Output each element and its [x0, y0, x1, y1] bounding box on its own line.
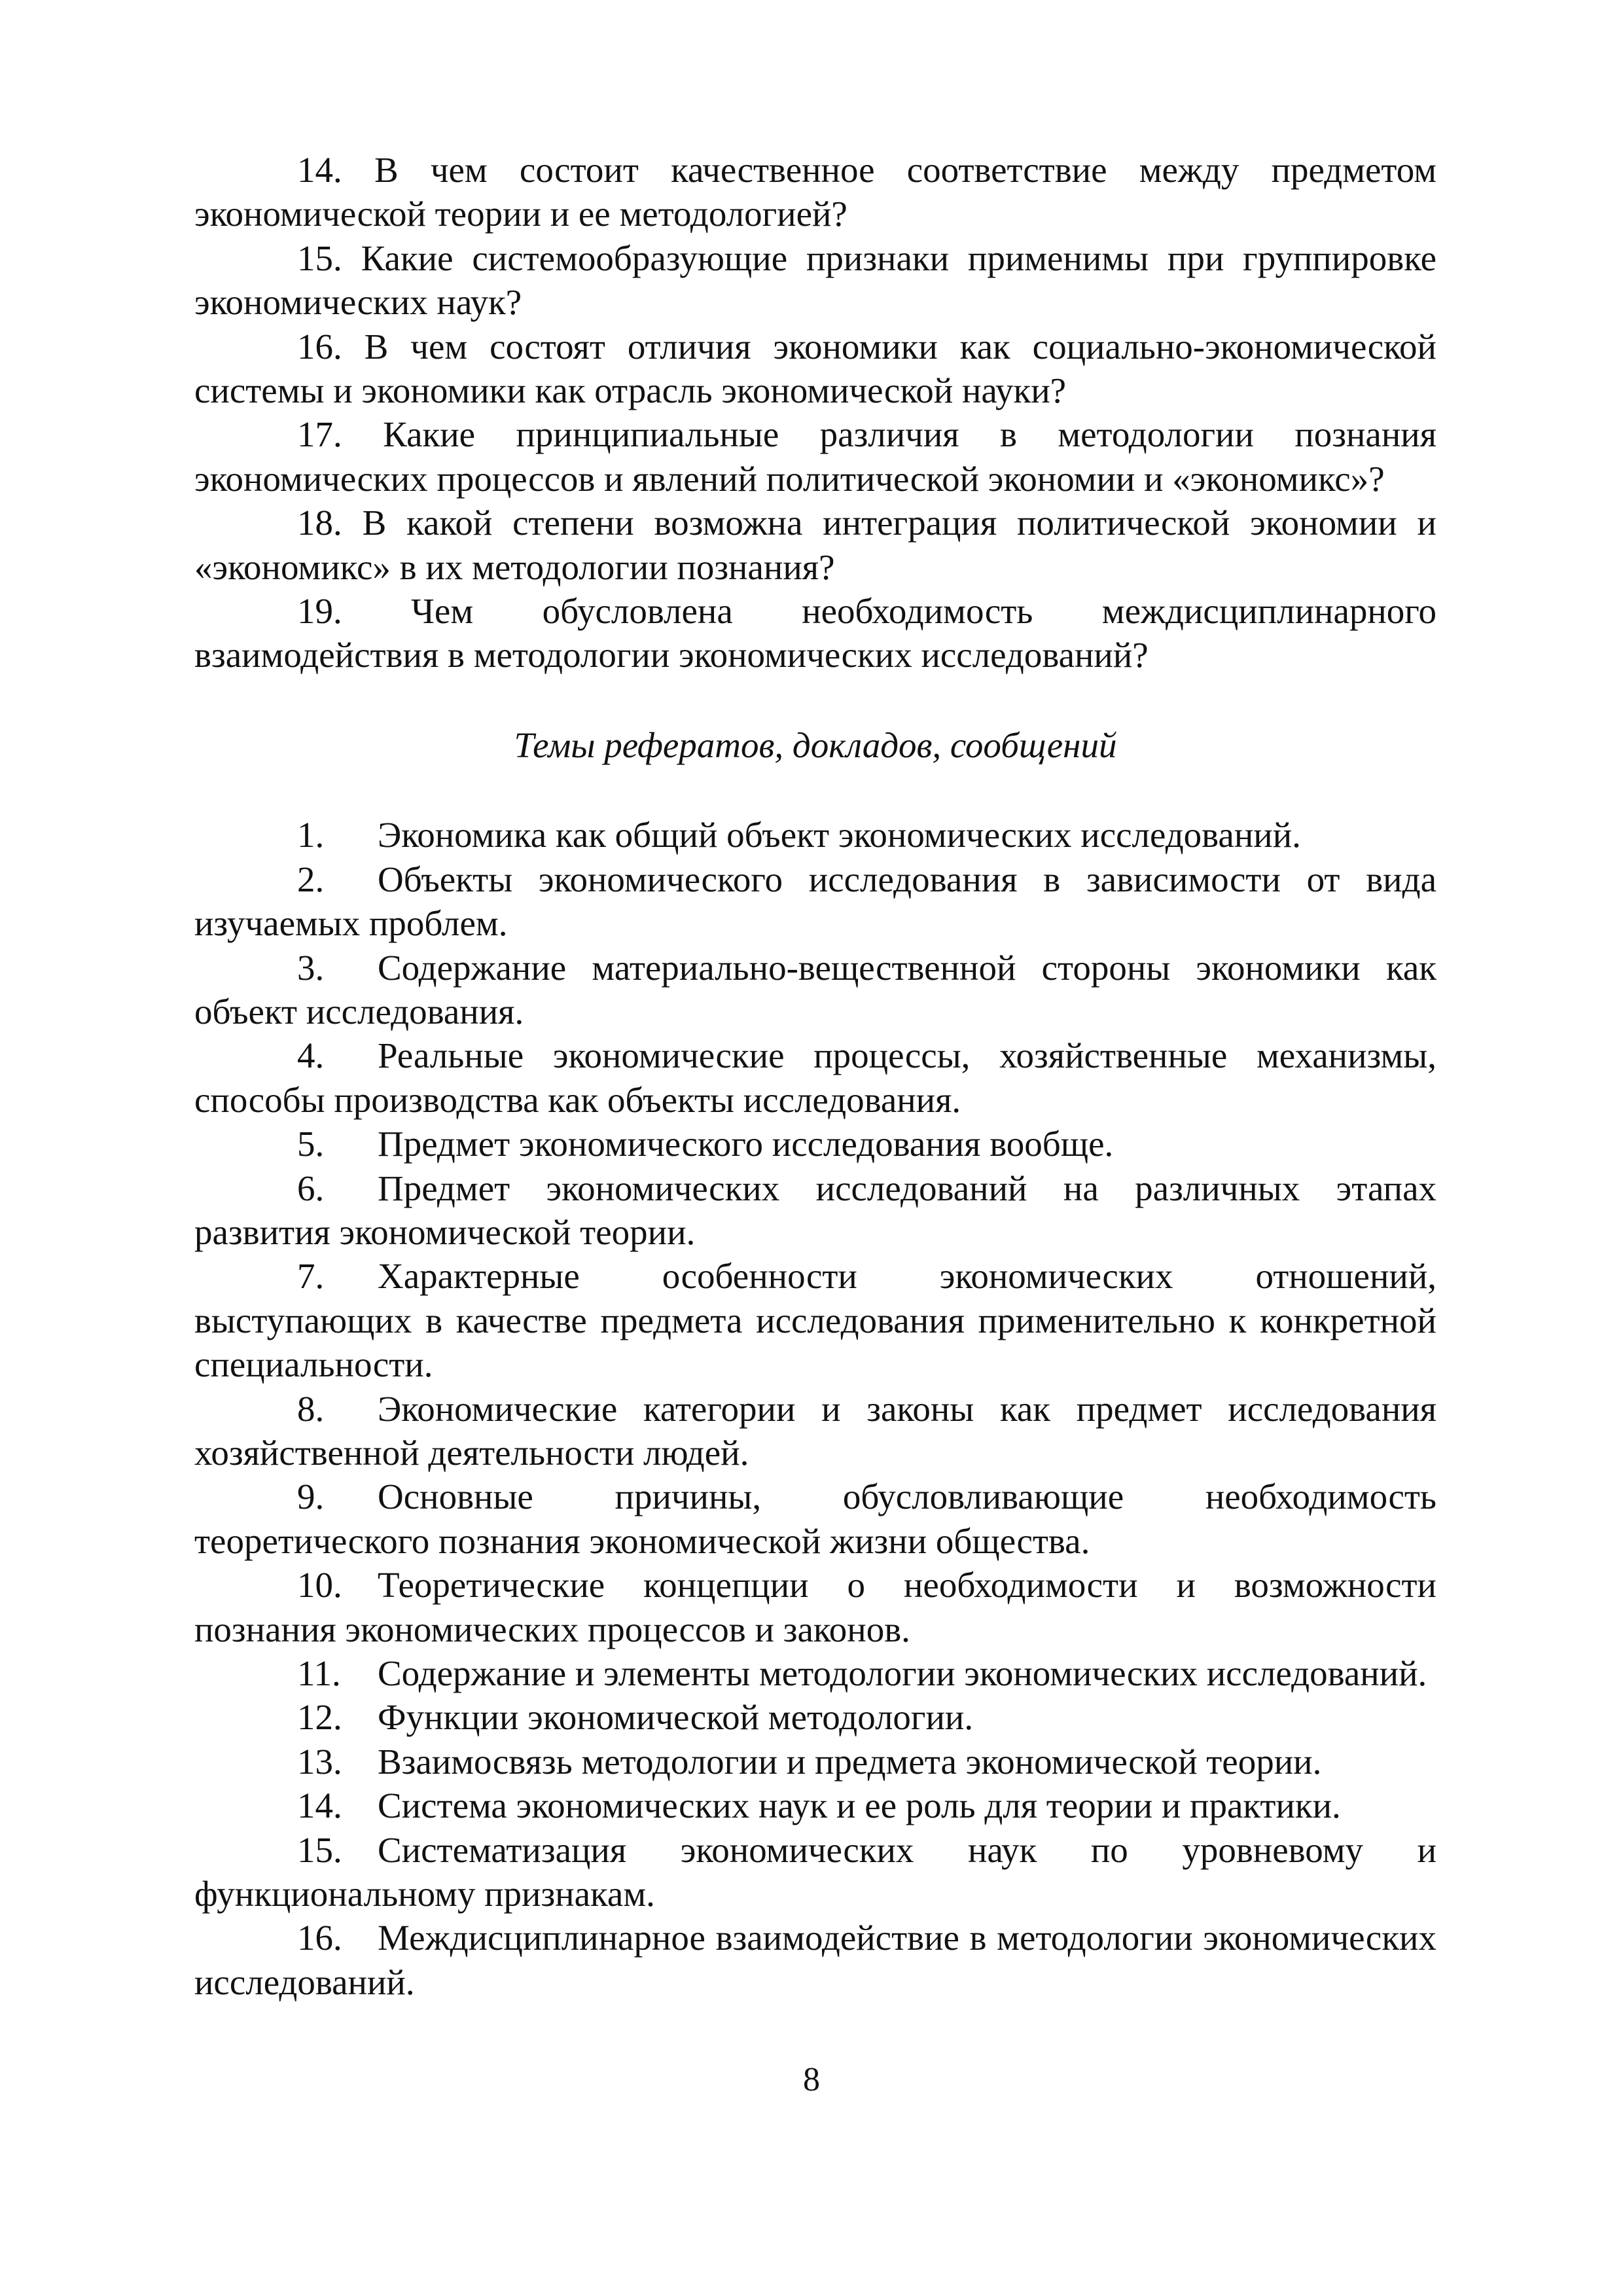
topic-number: 7. [297, 1256, 325, 1297]
topic-text: Содержание и элементы методологии экономических исследований. [378, 1653, 1427, 1693]
topic-number: 11. [297, 1653, 341, 1693]
question-18: 18. В какой степени возможна интеграция политической экономии и «экономикс» в их методологии познания? [194, 503, 1436, 587]
topic-item [194, 1784, 1436, 1827]
topic-item [194, 1122, 1436, 1166]
topic-text: Междисциплинарное взаимодействие в методологии экономических исследований. [194, 1918, 1436, 2002]
topic-item [194, 1387, 1436, 1475]
page-content [194, 148, 1436, 2004]
topic-item [194, 1651, 1436, 1695]
topic-item [194, 1563, 1436, 1651]
topic-number: 8. [297, 1388, 325, 1429]
topic-number: 2. [297, 859, 325, 899]
topic-number: 9. [297, 1477, 325, 1517]
topic-text: Функции экономической методологии. [378, 1697, 974, 1738]
question-15: 15. Какие системообразующие признаки применимы при группировке экономических наук? [194, 238, 1436, 323]
topic-item [194, 1828, 1436, 1916]
topic-number: 3. [297, 947, 325, 988]
topic-text: Экономические категории и законы как предмет исследования хозяйственной деятельности людей. [194, 1388, 1436, 1473]
topic-number: 4. [297, 1035, 325, 1076]
question-16: 16. В чем состоят отличия экономики как социально-экономической системы и экономики как отрасль экономической науки? [194, 326, 1436, 411]
page-number: 8 [803, 2061, 820, 2098]
topic-item [194, 1916, 1436, 2004]
topic-number: 6. [297, 1168, 325, 1208]
topic-text: Содержание материально-вещественной стороны экономики как объект исследования. [194, 947, 1436, 1031]
topic-text: Экономика как общий объект экономических исследований. [378, 815, 1301, 855]
topic-text: Предмет экономических исследований на различных этапах развития экономической теории. [194, 1168, 1436, 1252]
topics-heading: Темы рефератов, докладов, сообщений [514, 725, 1117, 765]
topic-text: Предмет экономического исследования вообще. [378, 1124, 1114, 1164]
topic-item [194, 1166, 1436, 1255]
topic-text: Теоретические концепции о необходимости и возможности познания экономических процессов и законов. [194, 1565, 1436, 1649]
topic-number: 12. [297, 1697, 342, 1738]
topic-number: 16. [297, 1918, 342, 1958]
topic-item [194, 1033, 1436, 1122]
topic-number: 10. [297, 1565, 342, 1605]
topic-item [194, 946, 1436, 1034]
topic-text: Систематизация экономических наук по уровневому и функциональному признакам. [194, 1829, 1436, 1914]
question-17: 17. Какие принципиальные различия в методологии познания экономических процессов и явлений политической экономии и «экономикс»? [194, 414, 1436, 499]
question-14: 14. В чем состоит качественное соответствие между предметом экономической теории и ее методологией? [194, 150, 1436, 234]
topic-item [194, 1254, 1436, 1386]
topic-item [194, 1695, 1436, 1739]
topic-item [194, 857, 1436, 946]
topic-item [194, 1475, 1436, 1563]
topic-text: Характерные особенности экономических отношений, выступающих в качестве предмета исследования применительно к конкретной специальности. [194, 1256, 1436, 1385]
topic-text: Реальные экономические процессы, хозяйственные механизмы, способы производства как объекты исследования. [194, 1035, 1436, 1120]
topic-number: 14. [297, 1785, 342, 1826]
topic-item [194, 813, 1436, 857]
topic-number: 13. [297, 1741, 342, 1782]
topic-text: Основные причины, обусловливающие необходимость теоретического познания экономической жизни общества. [194, 1477, 1436, 1561]
topic-text: Объекты экономического исследования в зависимости от вида изучаемых проблем. [194, 859, 1436, 944]
topic-text: Взаимосвязь методологии и предмета экономической теории. [378, 1741, 1322, 1782]
topic-text: Система экономических наук и ее роль для теории и практики. [378, 1785, 1341, 1826]
topic-number: 1. [297, 815, 325, 855]
topic-number: 15. [297, 1829, 342, 1870]
question-19: 19. Чем обусловлена необходимость междисциплинарного взаимодействия в методологии экономических исследований? [194, 591, 1436, 675]
topic-item [194, 1740, 1436, 1784]
topic-number: 5. [297, 1124, 325, 1164]
